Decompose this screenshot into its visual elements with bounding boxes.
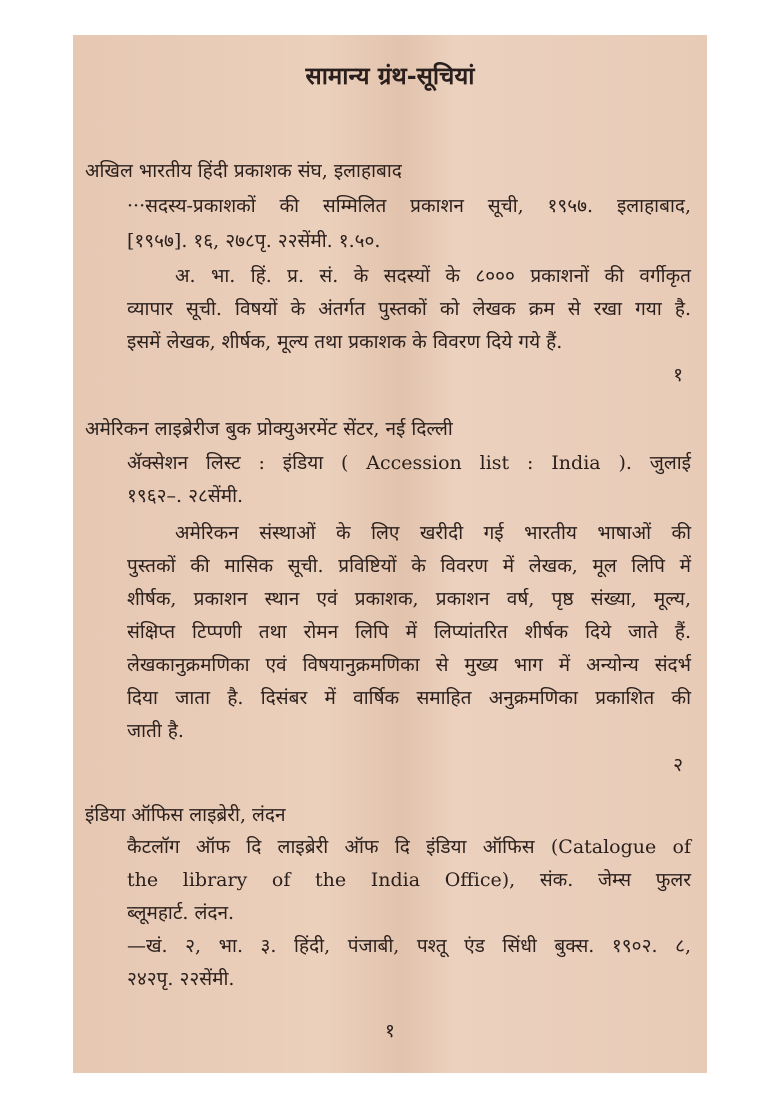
entry-line: [१९५७]. १६, २७८पृ. २२सेंमी. १.५०.: [127, 230, 381, 252]
entry-note: पुस्तकों की मासिक सूची. प्रविष्टियों के विवरण में लेखक, मूल लिपि में: [127, 555, 691, 577]
entry-line: १९६२–. २८सेंमी.: [127, 485, 244, 507]
entry-note: इसमें लेखक, शीर्षक, मूल्य तथा प्रकाशक के विवरण दिये गये हैं.: [127, 331, 563, 353]
entry-line: कैटलॉग ऑफ दि लाइब्रेरी ऑफ दि इंडिया ऑफिस (Catalogue of: [127, 836, 691, 858]
entry-note: अमेरिकन संस्थाओं के लिए खरीदी गई भारतीय भाषाओं की: [175, 522, 691, 544]
entry-line: ब्लूमहार्ट. लंदन.: [127, 902, 235, 924]
entry-note: व्यापार सूची. विषयों के अंतर्गत पुस्तकों को लेखक क्रम से रखा गया है.: [127, 298, 691, 320]
entry-number: २: [673, 754, 683, 776]
entry-heading: इंडिया ऑफिस लाइब्रेरी, लंदन: [85, 804, 286, 826]
entry-line: the library of the India Office), संक. जेम्स फुलर: [127, 869, 691, 891]
entry-note: शीर्षक, प्रकाशन स्थान एवं प्रकाशक, प्रकाशन वर्ष, पृष्ठ संख्या, मूल्य,: [127, 588, 691, 610]
document-page: [73, 35, 707, 1073]
entry-number: १: [673, 364, 683, 386]
entry-line: ॲक्सेशन लिस्ट : इंडिया ( Accession list : India ). जुलाई: [127, 452, 691, 474]
entry-note: संक्षिप्त टिप्पणी तथा रोमन लिपि में लिप्यांतरित शीर्षक दिये जाते हैं.: [127, 621, 691, 643]
entry-line: —खं. २, भा. ३. हिंदी, पंजाबी, पश्तू एंड सिंधी बुक्स. १९०२. ८,: [127, 935, 691, 957]
page-number: १: [385, 1020, 395, 1042]
entry-heading: अखिल भारतीय हिंदी प्रकाशक संघ, इलाहाबाद: [85, 160, 402, 182]
entry-note: अ. भा. हिं. प्र. सं. के सदस्यों के ८००० प्रकाशनों की वर्गीकृत: [175, 265, 691, 287]
entry-note: दिया जाता है. दिसंबर में वार्षिक समाहित अनुक्रमणिका प्रकाशित की: [127, 687, 691, 709]
page-title: सामान्य ग्रंथ-सूचियां: [305, 61, 475, 90]
entry-note: जाती है.: [127, 720, 184, 742]
entry-heading: अमेरिकन लाइब्रेरीज बुक प्रोक्युअरमेंट सेंटर, नई दिल्ली: [85, 418, 453, 440]
entry-line: ···सदस्य-प्रकाशकों की सम्मिलित प्रकाशन सूची, १९५७. इलाहाबाद,: [127, 195, 691, 217]
entry-line: २४२पृ. २२सेंमी.: [127, 968, 235, 990]
entry-note: लेखकानुक्रमणिका एवं विषयानुक्रमणिका से मुख्य भाग में अन्योन्य संदर्भ: [127, 654, 691, 676]
